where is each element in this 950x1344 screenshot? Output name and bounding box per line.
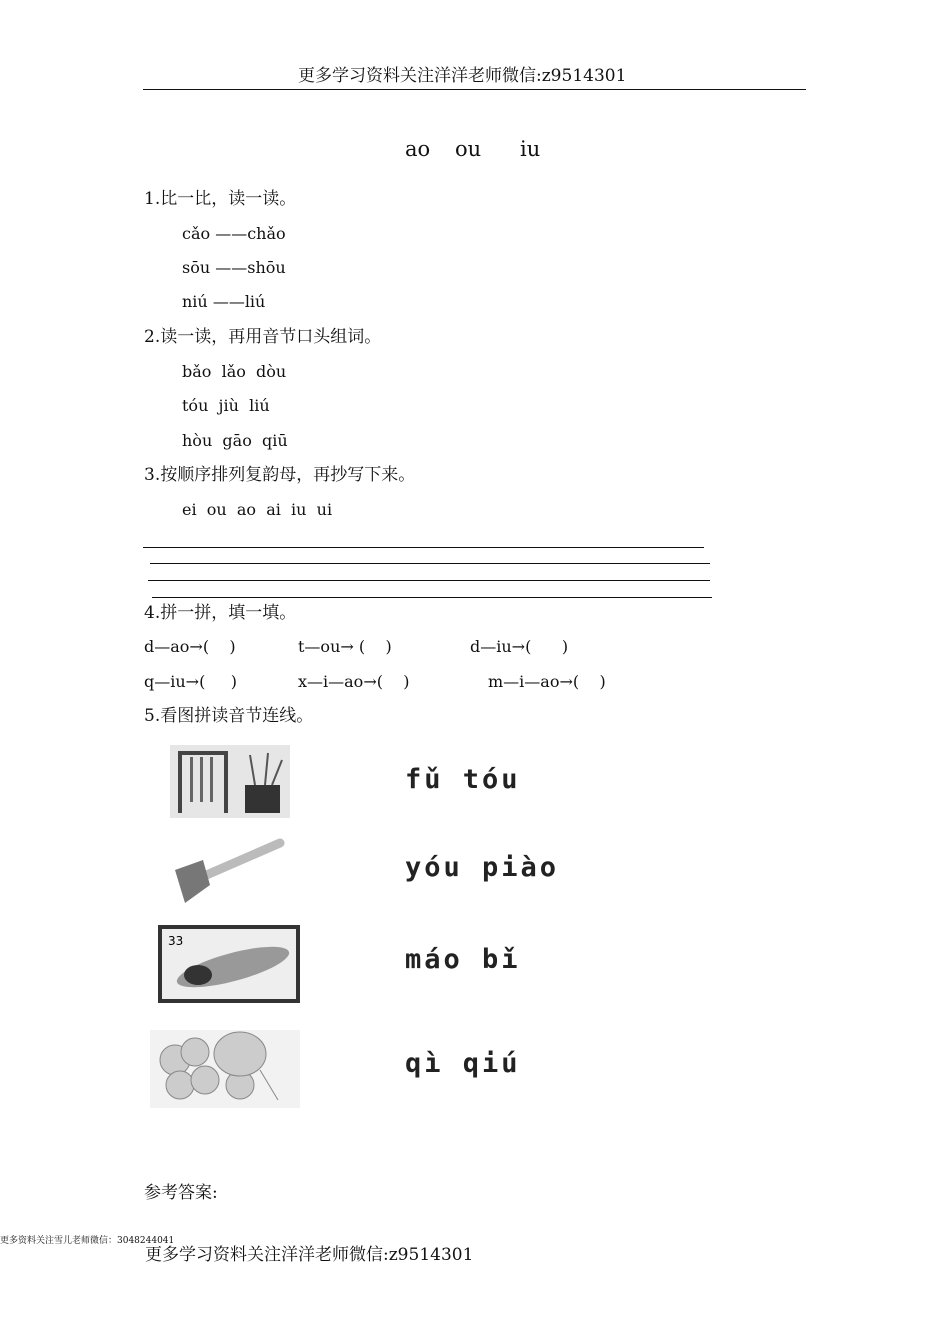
q1-label: 1.比一比，读一读。 — [144, 189, 297, 209]
title-ao: ao — [405, 137, 431, 161]
q4-item: d—ao→( ) — [144, 637, 236, 656]
q2-row: hòu gāo qiū — [182, 431, 288, 450]
pinyin-word[interactable]: máo bǐ — [405, 944, 521, 975]
abacus-brush-image — [170, 745, 290, 818]
cicada-stamp-image — [158, 925, 300, 1003]
q4-item: x—i—ao→( ) — [298, 672, 410, 691]
q4-item: m—i—ao→( ) — [488, 672, 606, 691]
q4-item: q—iu→( ) — [144, 672, 237, 691]
writing-line[interactable] — [150, 563, 710, 564]
writing-line[interactable] — [148, 580, 710, 581]
balloons-image — [150, 1030, 300, 1108]
q4-item: d—iu→( ) — [470, 637, 569, 656]
writing-line[interactable] — [143, 547, 704, 548]
q5-label: 5.看图拼读音节连线。 — [144, 706, 314, 726]
q4-label: 4.拼一拼，填一填。 — [144, 603, 297, 623]
footer-text: 更多学习资料关注洋洋老师微信:z9514301 — [145, 1245, 474, 1265]
pinyin-word[interactable]: yóu piào — [405, 852, 560, 883]
title-ou: ou — [455, 137, 482, 161]
q1-row: sōu ——shōu — [182, 258, 286, 277]
q3-row: ei ou ao ai iu ui — [182, 500, 333, 519]
answer-label: 参考答案: — [144, 1183, 218, 1203]
q4-item: t—ou→ ( ) — [298, 637, 392, 656]
title-iu: iu — [520, 137, 541, 161]
q2-row: tóu jiù liú — [182, 396, 270, 415]
footer-small-text: 更多资料关注雪儿老师微信：3048244041 — [0, 1236, 175, 1246]
q1-row: cǎo ——chǎo — [182, 224, 286, 243]
q3-label: 3.按顺序排列复韵母，再抄写下来。 — [144, 465, 416, 485]
q2-row: bǎo lǎo dòu — [182, 362, 287, 381]
q1-row: niú ——liú — [182, 292, 266, 311]
axe-image — [165, 835, 285, 905]
pinyin-word[interactable]: fǔ tóu — [405, 764, 521, 795]
q2-label: 2.读一读，再用音节口头组词。 — [144, 327, 382, 347]
pinyin-word[interactable]: qì qiú — [405, 1048, 521, 1079]
writing-line[interactable] — [152, 597, 712, 598]
header-text: 更多学习资料关注洋洋老师微信:z9514301 — [298, 66, 627, 86]
stamp-value: 33 — [168, 934, 184, 948]
header-rule — [143, 89, 806, 90]
